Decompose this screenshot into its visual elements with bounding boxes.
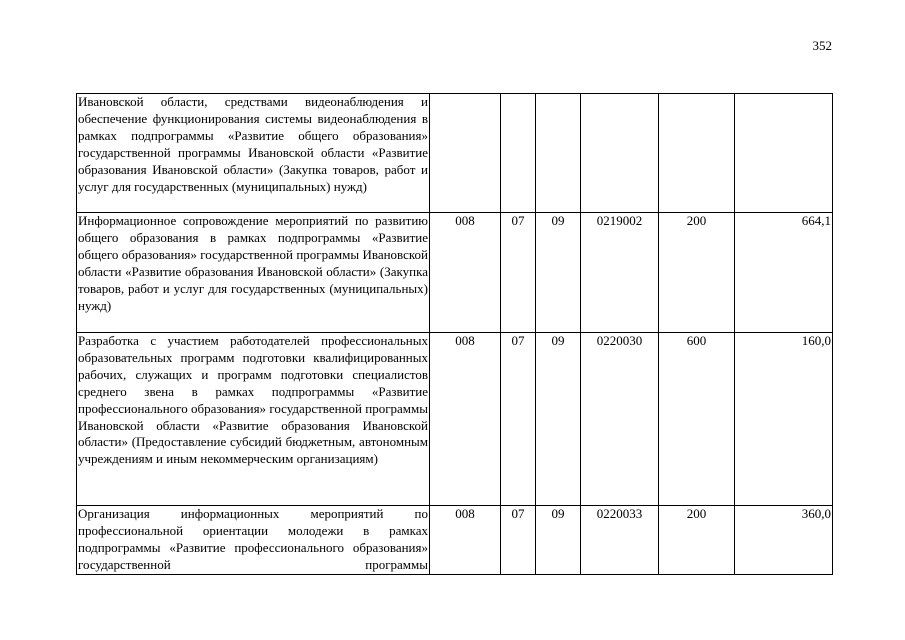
row-ministry-code: 008	[430, 213, 501, 333]
row-description: Информационное сопровождение мероприятий по развитию общего образования в рамках подпрограммы «Развитие общего образования» государственной программы Ивановской области «Развитие образования Ивановской области» (Закупка товаров, работ и услуг для государственных (муниципальных) нужд)	[77, 213, 430, 333]
row-amount: 360,0	[735, 506, 833, 575]
row-description: Ивановской области, средствами видеонаблюдения и обеспечение функционирования системы видеонаблюдения в рамках подпрограммы «Развитие общего образования» государственной программы Ивановской области «Развитие образования Ивановской области» (Закупка товаров, работ и услуг для государственных (муниципальных) нужд)	[77, 94, 430, 213]
row-subsection-code: 09	[536, 333, 581, 506]
row-amount: 160,0	[735, 333, 833, 506]
row-amount: 664,1	[735, 213, 833, 333]
row-amount	[735, 94, 833, 213]
row-target-article: 0220033	[581, 506, 659, 575]
page-number: 352	[812, 38, 832, 53]
row-section-code: 07	[501, 213, 536, 333]
row-ministry-code	[430, 94, 501, 213]
row-description: Разработка с участием работодателей профессиональных образовательных программ подготовки квалифицированных рабочих, служащих и программ подготовки специалистов среднего звена в рамках подпрограммы «Развитие профессионального образования» государственной программы Ивановской области «Развитие образования Ивановской области» (Предоставление субсидий бюджетным, автономным учреждениям и иным некоммерческим организациям)	[77, 333, 430, 506]
row-section-code: 07	[501, 333, 536, 506]
row-expense-type: 200	[659, 213, 735, 333]
row-target-article: 0219002	[581, 213, 659, 333]
row-subsection-code	[536, 94, 581, 213]
row-subsection-code: 09	[536, 213, 581, 333]
budget-table	[76, 93, 833, 575]
row-expense-type: 600	[659, 333, 735, 506]
row-expense-type: 200	[659, 506, 735, 575]
row-subsection-code: 09	[536, 506, 581, 575]
row-section-code	[501, 94, 536, 213]
row-expense-type	[659, 94, 735, 213]
table-row	[77, 94, 833, 213]
row-description: Организация информационных мероприятий по профессиональной ориентации молодежи в рамках подпрограммы «Развитие профессионального образования» государственной программы	[77, 506, 430, 575]
table-row	[77, 213, 833, 333]
row-ministry-code: 008	[430, 506, 501, 575]
row-target-article	[581, 94, 659, 213]
row-section-code: 07	[501, 506, 536, 575]
row-ministry-code: 008	[430, 333, 501, 506]
table-row	[77, 333, 833, 506]
table-row	[77, 506, 833, 575]
row-target-article: 0220030	[581, 333, 659, 506]
